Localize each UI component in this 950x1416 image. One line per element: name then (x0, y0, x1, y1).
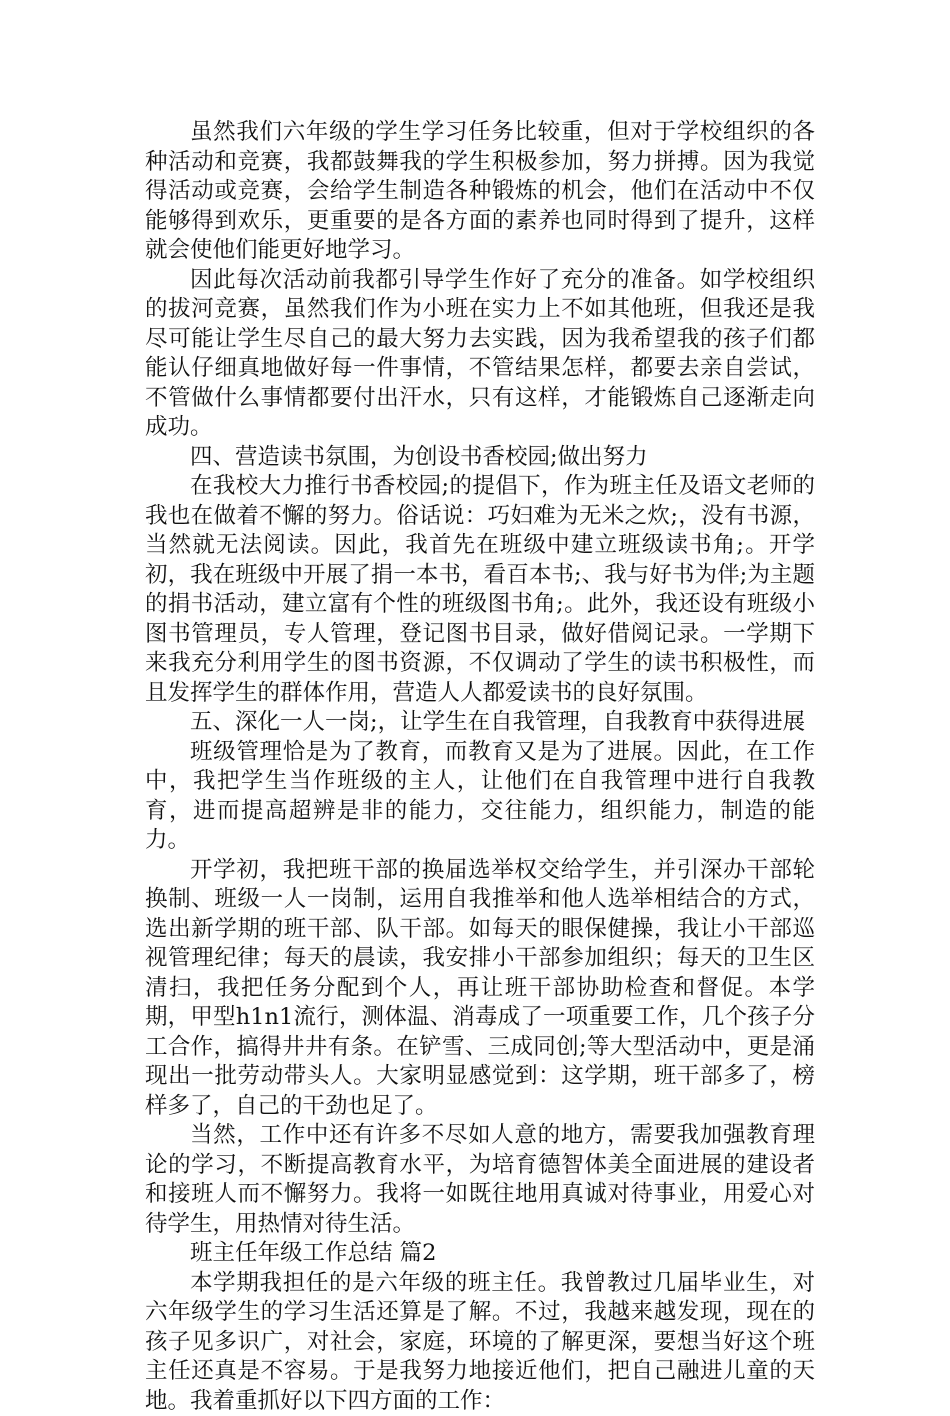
document-page (145, 118, 815, 1416)
paragraph-class-management: 班级管理恰是为了教育，而教育又是为了进展。因此，在工作中，我把学生当作班级的主人，让他们在自我管理中进行自我教育，进而提高超辨是非的能力，交往能力，组织能力，制造的能力。 (145, 738, 815, 856)
paragraph-shortcomings: 当然，工作中还有许多不尽如人意的地方，需要我加强教育理论的学习，不断提高教育水平，为培育德智体美全面进展的建设者和接班人而不懈努力。我将一如既往地用真诚对待事业，用爱心对待学生，用热情对待生活。 (145, 1121, 815, 1239)
paragraph-sixth-grade-intro: 本学期我担任的是六年级的班主任。我曾教过几届毕业生，对六年级学生的学习生活还算是了解。不过，我越来越发现，现在的孩子见多识广，对社会，家庭，环境的了解更深，要想当好这个班主任还真是不容易。于是我努力地接近他们，把自己融进儿童的天地。我着重抓好以下四方面的工作： (145, 1269, 815, 1416)
paragraph-tug-of-war: 因此每次活动前我都引导学生作好了充分的准备。如学校组织的拔河竞赛，虽然我们作为小班在实力上不如其他班，但我还是我尽可能让学生尽自己的最大努力去实践，因为我希望我的孩子们都能认仔细真地做好每一件事情，不管结果怎样，都要去亲自尝试，不管做什么事情都要付出汗水，只有这样，才能锻炼自己逐渐走向成功。 (145, 266, 815, 443)
paragraph-class-cadres: 开学初，我把班干部的换届选举权交给学生，并引深办干部轮换制、班级一人一岗制，运用自我推举和他人选举相结合的方式，选出新学期的班干部、队干部。如每天的眼保健操，我让小干部巡视管理纪律；每天的晨读，我安排小干部参加组织；每天的卫生区清扫，我把任务分配到个人，再让班干部协助检查和督促。本学期，甲型h1n1流行，测体温、消毒成了一项重要工作，几个孩子分工合作，搞得井井有条。在铲雪、三成同创;等大型活动中，更是涌现出一批劳动带头人。大家明显感觉到：这学期，班干部多了，榜样多了，自己的干劲也足了。 (145, 856, 815, 1122)
section-heading-self-management: 五、深化一人一岗;，让学生在自我管理，自我教育中获得进展 (145, 708, 815, 738)
section-heading-part-2: 班主任年级工作总结 篇2 (145, 1239, 815, 1269)
section-heading-reading: 四、营造读书氛围，为创设书香校园;做出努力 (145, 443, 815, 473)
paragraph-activities: 虽然我们六年级的学生学习任务比较重，但对于学校组织的各种活动和竞赛，我都鼓舞我的学生积极参加，努力拼搏。因为我觉得活动或竞赛，会给学生制造各种锻炼的机会，他们在活动中不仅能够得到欢乐，更重要的是各方面的素养也同时得到了提升，这样就会使他们能更好地学习。 (145, 118, 815, 266)
paragraph-reading-corner: 在我校大力推行书香校园;的提倡下，作为班主任及语文老师的我也在做着不懈的努力。俗话说：巧妇难为无米之炊;，没有书源，当然就无法阅读。因此，我首先在班级中建立班级读书角;。开学初，我在班级中开展了捐一本书，看百本书;、我与好书为伴;为主题的捐书活动，建立富有个性的班级图书角;。此外，我还设有班级小图书管理员，专人管理，登记图书目录，做好借阅记录。一学期下来我充分利用学生的图书资源，不仅调动了学生的读书积极性，而且发挥学生的群体作用，营造人人都爱读书的良好氛围。 (145, 472, 815, 708)
